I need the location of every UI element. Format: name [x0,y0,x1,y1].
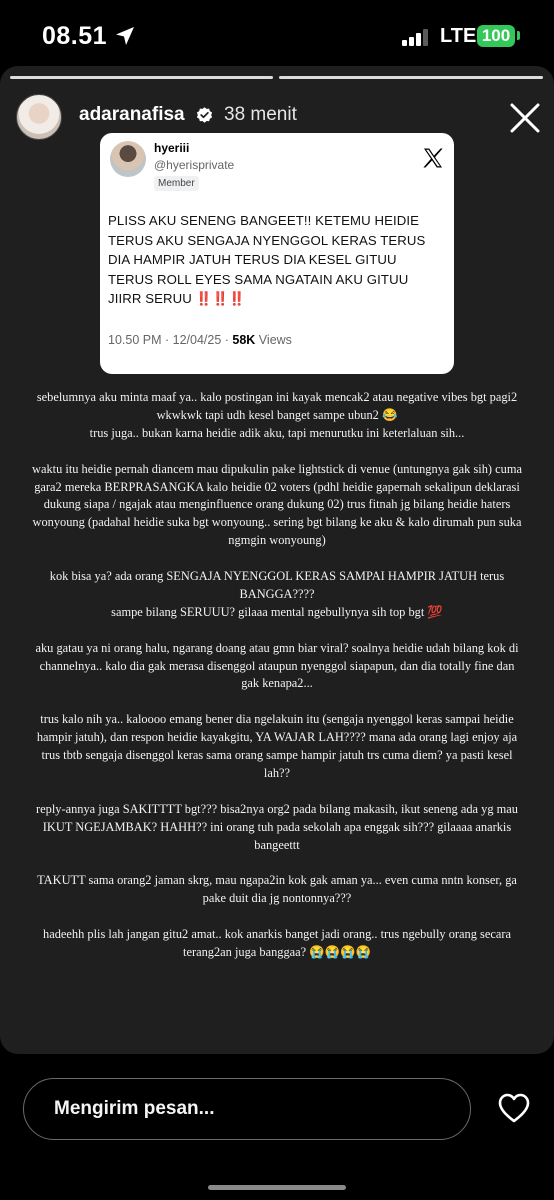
caption-paragraph: waktu itu heidie pernah diancem mau dipukulin pake lightstick di venue (untungnya gak sih) cuma gara2 mereka BERPRASANGKA kalo heidie 02 voters (pdhl heidie gapernah sekalipun deklarasi dukung siapa / ngajak atau menginfluence orang dukung 02) trus fitnah jg bilang heidie haters wonyoung (padahal heidie suka bgt wonyoung.. sering bgt bilang ke aku & kalo dirumah pun suka ngmgin wonyoung) [32,461,522,548]
tweet-timestamp: 10.50 PM · 12/04/25 · [108,333,233,347]
avatar[interactable] [16,94,62,140]
member-badge: Member [154,176,199,191]
story-viewer[interactable] [0,66,554,1054]
tweet-author-handle: @hyerisprivate [154,158,235,172]
send-message-input[interactable] [23,1078,471,1140]
battery-tip [517,31,520,40]
caption-paragraph: aku gatau ya ni orang halu, ngarang doang atau gmn biar viral? soalnya heidie udah bilang kok di channelnya.. kalo dia gak merasa disenggol ataupun nyenggol siapapun, dan dia totally fine dan gak kenapa2... [35,640,519,691]
status-bar [0,0,554,70]
home-indicator [208,1185,346,1190]
caption-paragraph: TAKUTT sama orang2 jaman skrg, mau ngapa2in kok gak aman ya... even cuma nntn konser, ga pake duit dia jg nontonnya??? [37,873,517,906]
story-time-ago: 38 menit [224,104,297,125]
caption-paragraph: reply-annya juga SAKITTTT bgt??? bisa2nya org2 pada bilang makasih, ikut seneng ada yg mau IKUT NGEJAMBAK? HAHH?? ini orang tuh pada sekolah apa enggak sih??? gilaaaa anarkis bangeettt [36,801,518,852]
story-progress-segment [279,76,543,79]
network-type: LTE [440,25,477,47]
tweet-author-avatar [110,141,146,177]
battery-icon [477,25,515,47]
caption-paragraph: hadeehh plis lah jangan gitu2 amat.. kok anarkis banget jadi orang.. trus ngebully orang secara terang2an juga banggaa? 😭😭😭😭 [43,927,511,959]
verified-badge-icon [195,106,214,125]
tweet-views-label: Views [255,333,292,347]
send-message-placeholder: Mengirim pesan... [54,1098,215,1119]
signal-strength-icon [402,28,432,46]
tweet-card [100,133,454,374]
heart-icon[interactable] [497,1092,531,1124]
tweet-author-name: hyeriii [154,141,190,155]
story-username[interactable]: adaranafisa [79,104,185,125]
tweet-text: PLISS AKU SENENG BANGEET!! KETEMU HEIDIE TERUS AKU SENGAJA NYENGGOL KERAS TERUS DIA HAMPIR JATUH TERUS DIA KESEL GITUU TERUS ROLL EYES SAMA NGATAIN AKU GITUU JIIRR SERUU ‼️‼️‼️ [108,213,426,306]
story-caption [30,389,524,980]
tweet-views-count: 58K [232,333,256,347]
caption-paragraph: sebelumnya aku minta maaf ya.. kalo postingan ini kayak mencak2 atau negative vibes bgt pagi2 wkwkwk tapi udh kesel banget sampe ubun2 😂 trus juga.. bukan karna heidie adik aku, tapi menurutku ini keterlaluan sih... [36,390,518,440]
tweet-meta [108,333,292,347]
caption-paragraph: kok bisa ya? ada orang SENGAJA NYENGGOL KERAS SAMPAI HAMPIR JATUH terus BANGGA???? sampe bilang SERUUU? gilaaa mental ngebullynya sih top bgt 💯 [49,569,505,619]
x-logo-icon [421,146,445,170]
story-progress-segment [10,76,273,79]
battery-level: 100 [481,26,511,45]
location-arrow-icon [113,24,137,48]
close-icon[interactable] [505,98,545,138]
clock: 08.51 [42,22,108,50]
caption-paragraph: trus kalo nih ya.. kaloooo emang bener dia ngelakuin itu (sengaja nyenggol keras sampai heidie hampir jatuh), dan respon heidie kayakgitu, YA WAJAR LAH???? mana ada orang lagi enjoy aja trus tbtb sengaja disenggol keras sama orang sampe hampir jatuh trs cuma diem? ya pasti kesel lah?? [36,712,518,780]
